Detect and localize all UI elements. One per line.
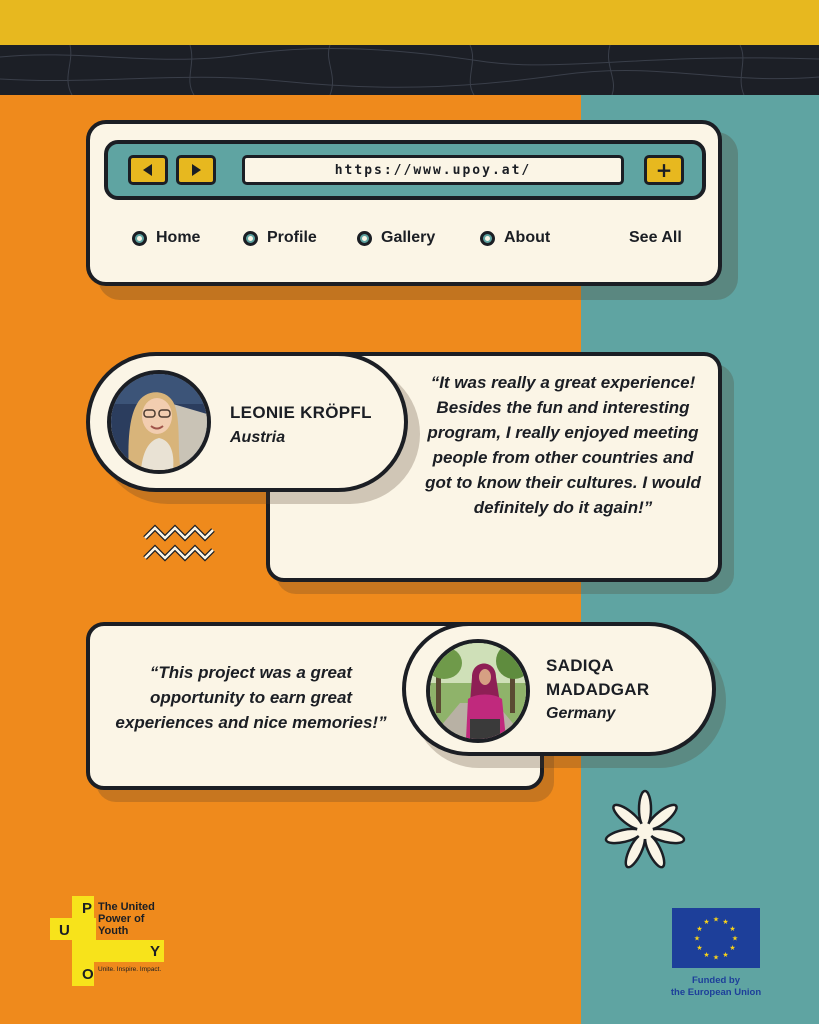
flower-decoration (602, 788, 688, 874)
see-all-link[interactable] (629, 229, 682, 247)
avatar-leonie (107, 370, 211, 474)
logo-letter-p: P (82, 900, 93, 917)
new-tab-button[interactable]: + (644, 155, 684, 185)
upoy-logo (50, 896, 180, 986)
menu-item-about[interactable] (480, 229, 550, 247)
logo-letter-u: U (59, 922, 70, 939)
testimonial-1-profile-pill (86, 352, 408, 492)
menu-item-label: Profile (267, 229, 317, 246)
eu-star-icon: ★ (712, 915, 720, 924)
logo-tagline: Unite. Inspire. Impact. (98, 966, 162, 973)
menu-item-label: About (504, 229, 551, 246)
eu-star-icon: ★ (722, 918, 729, 927)
eu-star-icon: ★ (703, 918, 710, 927)
zigzag-decoration (143, 524, 215, 566)
eu-star-icon: ★ (729, 944, 736, 952)
eu-text-line: the European Union (670, 987, 762, 998)
testimonial-1-country: Austria (230, 429, 286, 446)
browser-card (86, 120, 722, 286)
see-all-label: See All (629, 229, 682, 246)
testimonial-2-name-line1: SADIQA (546, 656, 614, 675)
eu-star-icon: ★ (693, 934, 701, 943)
radio-icon (132, 231, 147, 246)
logo-name-line: Youth (98, 925, 129, 937)
forward-button[interactable] (176, 155, 216, 185)
logo-letter-o: O (82, 966, 94, 983)
eu-stars-icon (672, 908, 760, 968)
menu-item-label: Gallery (381, 229, 436, 246)
radio-icon (480, 231, 495, 246)
person-photo-icon (111, 374, 207, 470)
eu-star-icon: ★ (722, 950, 729, 959)
eu-star-icon: ★ (731, 934, 739, 943)
logo-name (98, 901, 155, 937)
menu-item-gallery[interactable] (357, 229, 435, 247)
eu-star-icon: ★ (703, 950, 710, 959)
testimonial-2-country: Germany (546, 705, 616, 722)
browser-toolbar (104, 140, 706, 200)
eu-star-icon: ★ (696, 925, 703, 933)
back-arrow-icon (141, 163, 155, 177)
testimonial-2-profile-pill (402, 622, 716, 756)
person-photo-icon (430, 643, 526, 739)
radio-icon (243, 231, 258, 246)
radio-icon (357, 231, 372, 246)
top-yellow-band (0, 0, 819, 45)
forward-arrow-icon (189, 163, 203, 177)
eu-star-icon: ★ (729, 925, 736, 933)
eu-star-icon: ★ (696, 944, 703, 952)
testimonial-1-quote: “It was really a great experience! Besides the fun and interesting program, I really enjoyed meeting people from other countries and got to know their cultures. I would definitely do it again!” (425, 373, 701, 517)
avatar-sadiqa (426, 639, 530, 743)
menu-item-label: Home (156, 229, 201, 246)
logo-letter-y: Y (150, 943, 161, 960)
eu-flag-icon (672, 908, 760, 968)
logo-name-line: Power of (98, 913, 145, 925)
menu-item-profile[interactable] (243, 229, 317, 247)
url-bar[interactable]: https://www.upoy.at/ (242, 155, 624, 185)
eu-text-line: Funded by (691, 975, 741, 986)
map-lines-decoration (0, 45, 819, 95)
testimonial-1-name: LEONIE KRÖPFL (230, 403, 372, 422)
logo-block (50, 918, 96, 940)
menu-item-home[interactable] (132, 229, 200, 247)
eu-funding-text (660, 975, 772, 999)
top-dark-band (0, 45, 819, 95)
back-button[interactable] (128, 155, 168, 185)
testimonial-2-quote: “This project was a great opportunity to earn great experiences and nice memories!” (115, 663, 387, 732)
testimonial-2-name-line2: MADADGAR (546, 680, 650, 699)
logo-name-line: The United (98, 901, 155, 913)
eu-star-icon: ★ (712, 953, 720, 962)
